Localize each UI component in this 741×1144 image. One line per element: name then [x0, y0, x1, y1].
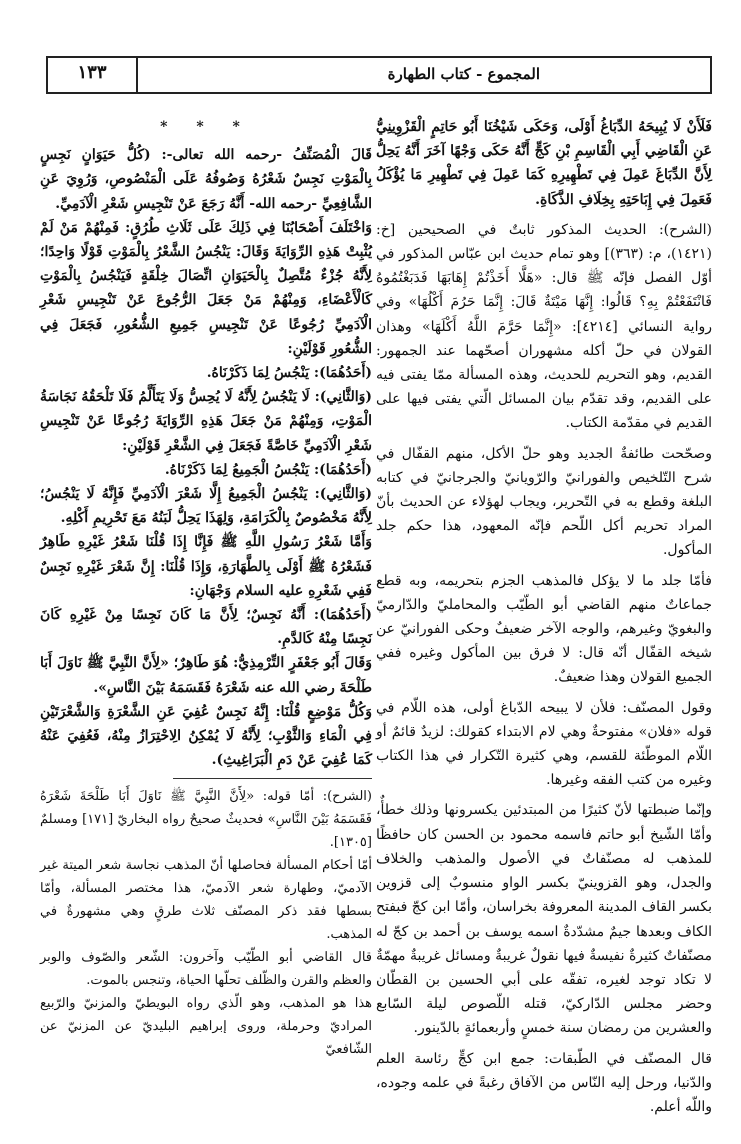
- page-header: [46, 56, 712, 94]
- sharh-paragraph: (الشرح): أمّا قوله: «لِأَنَّ النَّبِيَّ ﷺ نَاوَلَ أَبَا طَلْحَةَ شَعْرَهُ فَقَسَمَهُ بَيْنَ النَّاسِ» فحديثٌ صحيحٌ رواه البخاريّ [١٧١] ومسلمٌ [١٣٠٥].: [40, 789, 372, 851]
- right-column: [376, 115, 712, 1119]
- section-rule: [173, 778, 372, 779]
- matn-paragraph: (وَالثَّانِي): لَا يَنْجُسُ لِأَنَّهُ لَا يُحِسُّ وَلَا يَتَأَلَّمُ فَلَا تَلْحَقُهُ نَجَاسَةُ الْمَوْتِ، وَمِنْهُمْ مَنْ جَعَلَ هَذِهِ الرِّوَايَةَ رُجُوعًا عَنْ تَنْجِيسِ شَعْرِ الْآدَمِيِّ خَاصَّةً فَجَعَلَ فِي الشَّعْرِ قَوْلَيْنِ:: [40, 389, 372, 454]
- sharh-paragraph: فأمّا جلد ما لا يؤكل فالمذهب الجزم بتحريمه، وبه قطع جماعاتٌ منهم القاضي أبو الطّيّب والمحامليّ والدّارميّ والبغويّ وغيرهم، والوجه الآخر ضعيفٌ وحكى الفورانيّ عن شيخه القفّال أنّه قال: لا فرق بين المأكول وغيره ففي الجميع القولان وهذا ضعيفٌ.: [376, 572, 712, 686]
- sharh-paragraph: أمّا أحكام المسألة فحاصلها أنّ المذهب نجاسة شعر الميتة غير الآدميّ، وطهارة شعر الآدميّ، هذا مختصر المسألة، وأمّا بسطها فقد ذكر المصنّف ثلاث طرقٍ وهي مشهورةٌ في المذهب.: [40, 858, 372, 943]
- sharh-paragraph: (الشرح): الحديث المذكور ثابتٌ في الصحيحين [خ: (١٤٢١)، م: (٣٦٣)] وهو تمام حديث ابن عبّاس المذكور في أوّل الفصل فإنّه ﷺ قال: «هَلَّا أَخَذْتُمْ إِهَابَهَا فَدَبَغْتُمُوهُ فَانْتَفَعْتُمْ بِهِ؟ قَالُوا: إِنَّهَا مَيْتَةٌ قَالَ: إِنَّمَا حَرُمَ أَكْلُهَا» وفي رواية النسائي [٤٢١٤]: «إِنَّمَا حَرَّمَ اللَّهُ أَكْلَهَا» وهذان القولان في حلّ أكله مشهوران أصحّهما عند الجمهور: القديم، وهو التحريم للحديث، وهذه المسألة ممّا يفتى فيه على القديم، وقد تقدّم بيان المسائل الّتي يفتى فيها على القديم في مقدّمة الكتاب.: [376, 221, 713, 432]
- sharh-paragraph: وقول المصنّف: فلأن لا يبيحه الدّباغ أولى، هذه اللّام في قوله «فلان» مفتوحةٌ وهي لام الابتداء كقولك: لزيدٌ قائمٌ أو اللّام الموطّئة للقسم، وهي كثيرة التّكرار في هذا الكتاب وغيره من كتب الفقه وغيرها.: [376, 699, 712, 789]
- section-separator-stars: * * *: [160, 119, 252, 135]
- page-number: ١٣٣: [77, 62, 107, 83]
- sharh-paragraph: هذا هو المذهب، وهو الّذي رواه البويطيّ والمزنيّ والرّبيع المراديّ وحرملة، وروى إبراهيم البليديّ عن المزنيّ عن الشّافعيّ: [40, 996, 372, 1058]
- sharh-paragraph: وصحّحت طائفةٌ الجديد وهو حلّ الأكل، منهم القفّال في شرح التّلخيص والفورانيّ والرّويانيّ والجرجانيّ في كتابه البلغة وقطع به في التّحرير، ويجاب لهؤلاء عن الحديث بأنّ المراد تحريم أكل اللّحم فإنّه المعهود، هذا حكم جلد المأكول.: [376, 445, 712, 559]
- matn-paragraph: قَالَ الْمُصَنِّفُ -رحمه الله تعالى-: (كُلُّ حَيَوَانٍ نَجِسٍ بِالْمَوْتِ نَجِسٌ شَعْرُهُ وَصُوفُهُ عَلَى الْمَنْصُوصِ، وَرُوِيَ عَنِ الشَّافِعِيِّ -رحمه الله- أَنَّهُ رَجَعَ عَنْ تَنْجِيسِ شَعْرِ الْآدَمِيِّ.: [40, 147, 372, 212]
- matn-paragraph: (وَالثَّانِي): يَنْجُسُ الْجَمِيعُ إِلَّا شَعْرَ الْآدَمِيِّ فَإِنَّهُ لَا يَنْجُسُ؛ لِأَنَّهُ مَخْصُوصٌ بِالْكَرَامَةِ، وَلِهَذَا يَحِلُّ لَبَنُهُ مَعَ تَحْرِيمِ أَكْلِهِ.: [40, 486, 372, 527]
- sharh-paragraph: قال القاضي أبو الطّيّب وآخرون: الشّعر والصّوف والوبر والعظم والقرن والظّلف تحلّها الحياة، وتنجس بالموت.: [40, 950, 372, 989]
- header-divider: [136, 58, 138, 92]
- running-title: المجموع - كتاب الطهارة: [387, 65, 540, 83]
- left-column: [40, 115, 372, 1061]
- matn-paragraph: (أَحَدُهُمَا): أَنَّهُ نَجِسٌ؛ لِأَنَّ مَا كَانَ نَجِسًا مِنْ غَيْرِهِ كَانَ نَجِسًا مِنْهُ كَالدَّمِ.: [40, 607, 372, 648]
- sharh-paragraph: وإنّما ضبطتها لأنّ كثيرًا من المبتدئين يكسرونها وذلك خطأٌ، وأمّا الشّيخ أبو حاتم فاسمه محمود بن الحسن كان حافظًا للمذهب له مصنّفاتٌ في الأصول والمذهب والخلاف والجدل، وهو القزوينيّ بكسر الواو منسوبٌ إلى قزوين بكسر القاف المدينة المعروفة بخراسان، وأمّا ابن كجّ فبفتح الكاف وبعدها جيمٌ مشدّدةٌ اسمه يوسف بن أحمد بن كجّ له مصنّفاتٌ كثيرةٌ نفيسةٌ فيها نقولٌ غريبةٌ ومسائل غريبةٌ مهمّةٌ لا تكاد توجد لغيره، تفقّه على أبي الحسين بن القطّان وحضر مجلس الدّاركيّ، قتله اللّصوص ليلة السّابع والعشرين من رمضان سنة خمسٍ وأربعمائةٍ بالدّينور.: [376, 802, 712, 1037]
- matn-paragraph: وَأَمَّا شَعْرُ رَسُولِ اللَّهِ ﷺ فَإِنَّا إِذَا قُلْنَا شَعْرُ غَيْرِهِ طَاهِرٌ فَشَعْرُهُ ﷺ أَوْلَى بِالطَّهَارَةِ، وَإِذَا قُلْنَا: إِنَّ شَعْرَ غَيْرِهِ نَجِسٌ فَفِي شَعْرِهِ عليه السلام وَجْهَانِ:: [40, 534, 372, 599]
- sharh-paragraph: قال المصنّف في الطّبقات: جمع ابن كجٍّ رئاسة العلم والدّنيا، ورحل إليه النّاس من الآفاق رغبةً في علمه وجوده، واللّه أعلم.: [376, 1050, 712, 1115]
- matn-paragraph: وَكُلُّ مَوْضِعٍ قُلْنَا: إِنَّهُ نَجِسٌ عُفِيَ عَنِ الشَّعْرَةِ وَالشَّعْرَتَيْنِ فِي الْمَاءِ وَالثَّوْبِ؛ لِأَنَّهُ لَا يُمْكِنُ الِاحْتِرَازُ مِنْهُ، فَعُفِيَ عَنْهُ كَمَا عُفِيَ عَنْ دَمِ الْبَرَاغِيثِ).: [40, 703, 372, 769]
- matn-paragraph: وَاخْتَلَفَ أَصْحَابُنَا فِي ذَلِكَ عَلَى ثَلَاثِ طُرُقٍ: فَمِنْهُمْ مَنْ لَمْ يُثْبِتْ هَذِهِ الرِّوَايَةَ وَقَالَ: يَنْجُسُ الشَّعْرُ بِالْمَوْتِ قَوْلًا وَاحِدًا؛ لِأَنَّهُ جُزْءٌ مُتَّصِلٌ بِالْحَيَوَانِ اتِّصَالَ خِلْقَةٍ فَيَنْجُسُ بِالْمَوْتِ كَالْأَعْضَاءِ، وَمِنْهُمْ مَنْ جَعَلَ الرُّجُوعَ عَنْ تَنْجِيسِ شَعْرِ الْآدَمِيِّ رُجُوعًا عَنْ تَنْجِيسِ جَمِيعِ الشُّعُورِ، فَجَعَلَ فِي الشُّعُورِ قَوْلَيْنِ:: [40, 219, 372, 357]
- matn-paragraph: وَقَالَ أَبُو جَعْفَرٍ التِّرْمِذِيُّ: هُوَ طَاهِرٌ؛ «لِأَنَّ النَّبِيَّ ﷺ نَاوَلَ أَبَا طَلْحَةَ رضي الله عنه شَعْرَهُ فَقَسَمَهُ بَيْنَ النَّاسِ».: [40, 655, 372, 696]
- matn-paragraph: (أَحَدُهُمَا): يَنْجُسُ الْجَمِيعُ لِمَا ذَكَرْنَاهُ.: [164, 461, 372, 478]
- matn-paragraph: فَلَأَنْ لَا يُبِيحَهُ الدِّبَاغُ أَوْلَى، وَحَكَى شَيْخُنَا أَبُو حَاتِمٍ الْقَزْوِينِيُّ عَنِ الْقَاضِي أَبِي الْقَاسِمِ بْنِ كَجٍّ أَنَّهُ حَكَى وَجْهًا آخَرَ أَنَّهُ يَحِلُّ لِأَنَّ الدِّبَاغَ عَمِلَ فِي تَطْهِيرِهِ كَمَا عَمِلَ فِي تَطْهِيرِ مَا يُؤْكَلُ فَعَمِلَ فِي إِبَاحَتِهِ بِخِلَافِ الذَّكَاةِ.: [376, 119, 712, 208]
- matn-paragraph: (أَحَدُهُمَا): يَنْجُسُ لِمَا ذَكَرْنَاهُ.: [206, 365, 372, 382]
